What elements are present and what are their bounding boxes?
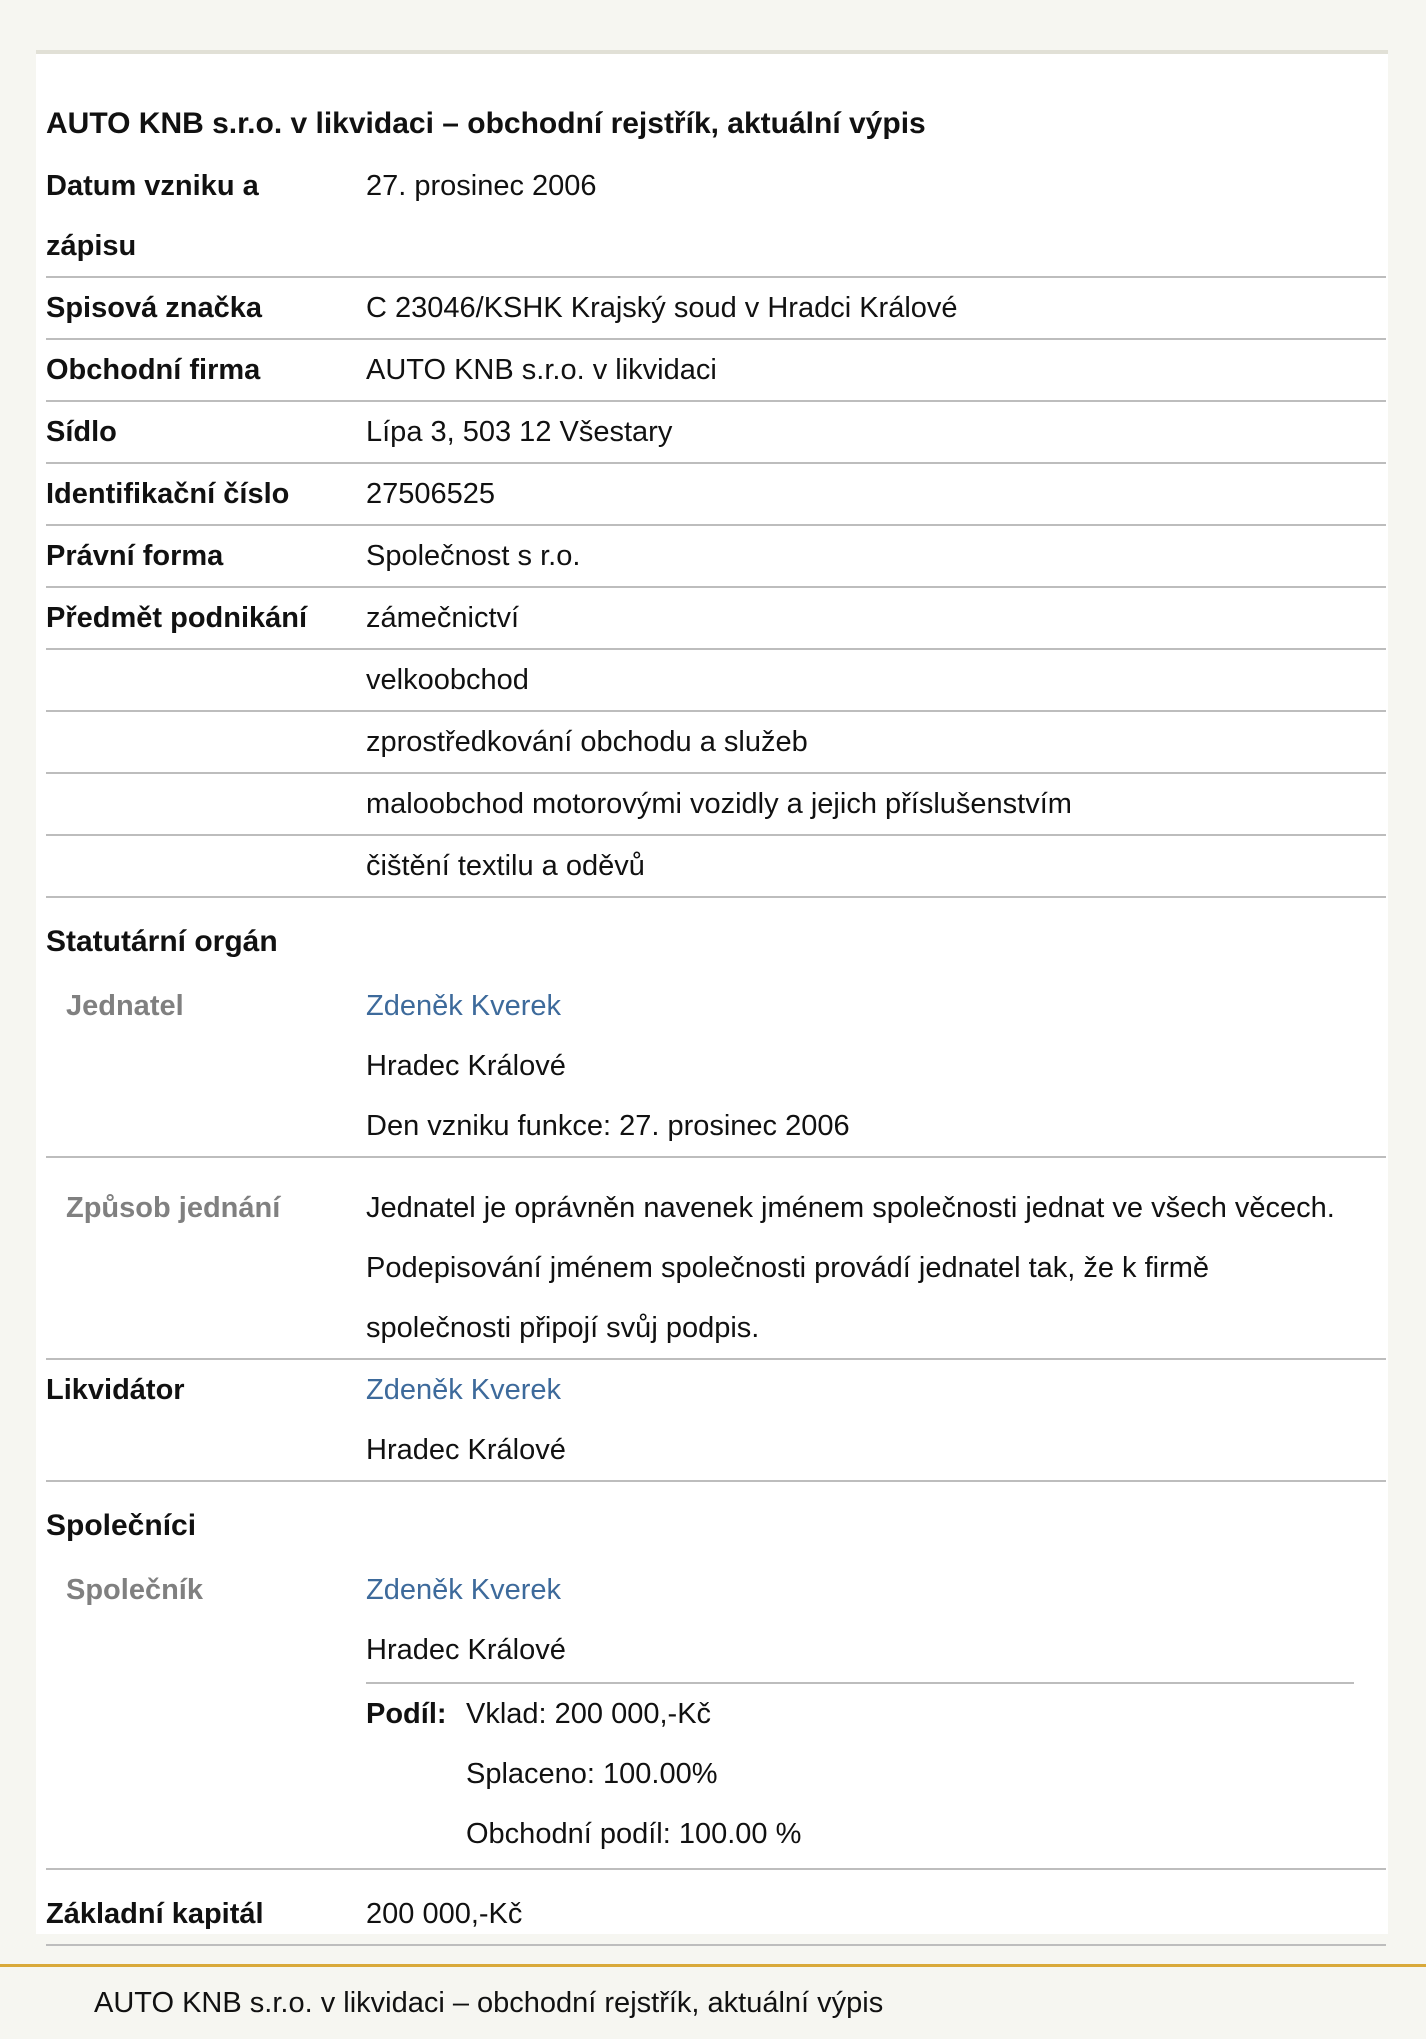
label-ico: Identifikační číslo xyxy=(46,478,290,510)
label-datum: Datum vzniku a zápisu xyxy=(46,170,259,262)
row-ico xyxy=(46,464,1386,526)
row-spolecnik xyxy=(46,1560,1386,1870)
value-ico: 27506525 xyxy=(366,478,496,510)
footer-title: AUTO KNB s.r.o. v likvidaci – obchodní rejstřík, aktuální výpis xyxy=(94,1987,884,2019)
label-spisova-znacka: Spisová značka xyxy=(46,292,262,324)
page-footer xyxy=(0,1964,1426,2039)
value-pravni-forma: Společnost s r.o. xyxy=(366,540,581,572)
row-predmet-3 xyxy=(46,712,1386,774)
value-jednatel xyxy=(366,976,850,1156)
value-predmet: velkoobchod xyxy=(366,664,529,696)
page-title: AUTO KNB s.r.o. v likvidaci – obchodní rejstřík, aktuální výpis xyxy=(46,107,926,140)
value-zakladni-kapital: 200 000,-Kč xyxy=(366,1898,523,1930)
value-predmet: maloobchod motorovými vozidly a jejich příslušenstvím xyxy=(366,788,1072,820)
label-jednatel: Jednatel xyxy=(66,990,184,1022)
function-since: Den vzniku funkce: 27. prosinec 2006 xyxy=(366,1110,850,1142)
label-obchodni-firma: Obchodní firma xyxy=(46,354,261,386)
section-heading-statutarni: Statutární orgán xyxy=(46,925,278,958)
row-sidlo xyxy=(46,402,1386,464)
row-predmet-2 xyxy=(46,650,1386,712)
value-predmet: zámečnictví xyxy=(366,602,520,634)
label-sidlo: Sídlo xyxy=(46,416,117,448)
person-city: Hradec Králové xyxy=(366,1434,566,1466)
section-heading-spolecnici: Společníci xyxy=(46,1509,197,1542)
row-zpusob-jednani xyxy=(46,1178,1386,1360)
label-predmet: Předmět podnikání xyxy=(46,602,308,634)
value-datum: 27. prosinec 2006 xyxy=(366,170,597,202)
podil-obchodni: Obchodní podíl: 100.00 % xyxy=(466,1818,802,1850)
podil-values xyxy=(466,1684,801,1864)
value-likvidator xyxy=(366,1360,566,1480)
person-city: Hradec Králové xyxy=(366,1634,566,1666)
value-zpusob-jednani xyxy=(366,1178,1335,1358)
label-zpusob-jednani: Způsob jednání xyxy=(66,1192,281,1224)
person-link[interactable]: Zdeněk Kverek xyxy=(366,1574,562,1606)
row-likvidator xyxy=(46,1360,1386,1482)
value-sidlo: Lípa 3, 503 12 Všestary xyxy=(366,416,673,448)
label-likvidator: Likvidátor xyxy=(46,1374,185,1406)
podil-splaceno: Splaceno: 100.00% xyxy=(466,1758,718,1790)
value-predmet: zprostředkování obchodu a služeb xyxy=(366,726,808,758)
value-predmet: čištění textilu a oděvů xyxy=(366,850,645,882)
row-zakladni-kapital xyxy=(46,1884,1386,1946)
value-spolecnik xyxy=(366,1560,566,1680)
row-datum xyxy=(46,156,1386,278)
row-pravni-forma xyxy=(46,526,1386,588)
row-jednatel xyxy=(46,976,1386,1158)
label-pravni-forma: Právní forma xyxy=(46,540,224,572)
row-obchodni-firma xyxy=(46,340,1386,402)
value-spisova-znacka: C 23046/KSHK Krajský soud v Hradci Králové xyxy=(366,292,958,324)
row-predmet-5 xyxy=(46,836,1386,898)
register-card xyxy=(36,50,1388,1934)
podil-label: Podíl: xyxy=(366,1698,447,1730)
label-zakladni-kapital: Základní kapitál xyxy=(46,1898,264,1930)
zpusob-line: Podepisování jménem společnosti provádí jednatel tak, že k firmě xyxy=(366,1252,1210,1284)
person-link[interactable]: Zdeněk Kverek xyxy=(366,990,562,1022)
label-spolecnik: Společník xyxy=(66,1574,203,1606)
value-obchodni-firma: AUTO KNB s.r.o. v likvidaci xyxy=(366,354,717,386)
row-spisova-znacka xyxy=(46,278,1386,340)
podil-vklad: Vklad: 200 000,-Kč xyxy=(466,1698,712,1730)
person-link[interactable]: Zdeněk Kverek xyxy=(366,1374,562,1406)
row-predmet-4 xyxy=(46,774,1386,836)
row-predmet-1 xyxy=(46,588,1386,650)
person-city: Hradec Králové xyxy=(366,1050,566,1082)
zpusob-line: Jednatel je oprávněn navenek jménem společnosti jednat ve všech věcech. xyxy=(366,1192,1335,1224)
zpusob-line: společnosti připojí svůj podpis. xyxy=(366,1312,760,1344)
